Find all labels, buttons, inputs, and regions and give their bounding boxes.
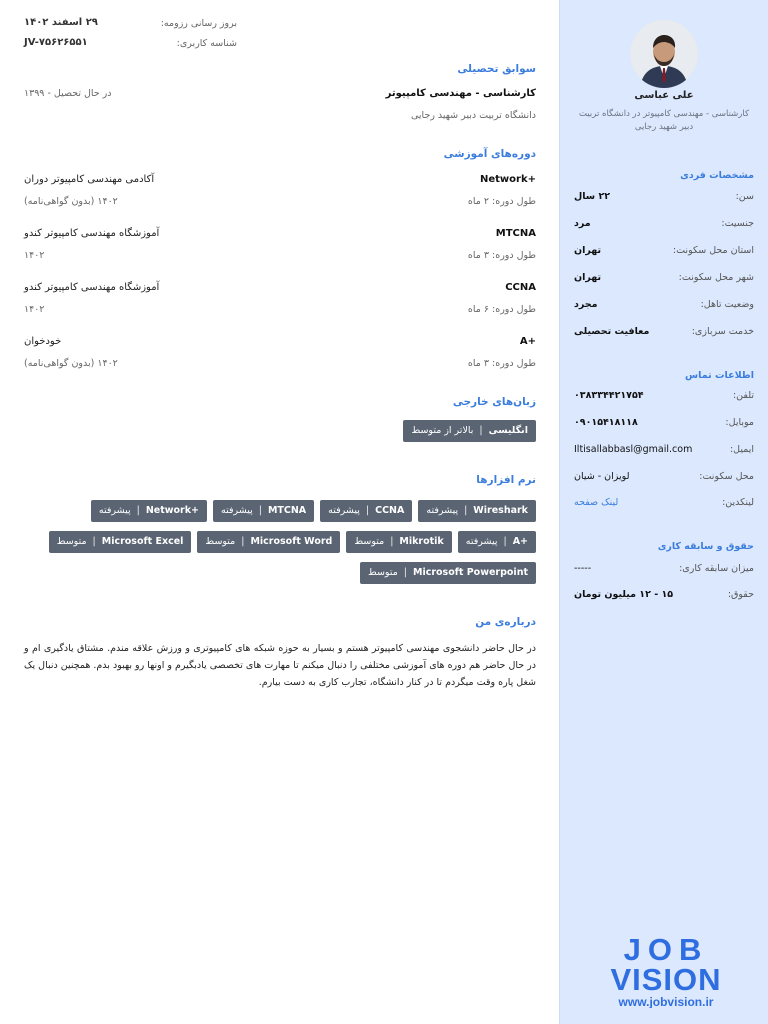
chip-separator: | [365,505,370,516]
chip-name: Microsoft Word [250,536,333,547]
contact-row-linkedin [574,497,754,511]
chip-separator: | [479,425,483,436]
chip-name: CCNA [375,505,405,516]
logo-line2: VISION [610,962,722,997]
course-year: ۱۴۰۲ [24,250,45,261]
row-value: ۱۵ - ۱۲ میلیون تومان [574,589,674,600]
avatar [630,20,698,88]
software-heading: نرم افزارها [476,474,536,486]
chip-level: پیشرفته [328,505,360,516]
contact-row-email [574,444,754,458]
software-chip [213,500,314,522]
chip-level: متوسط [205,536,236,547]
row-value: مجرد [574,299,598,310]
personal-row-age [574,191,754,205]
chip-level: متوسط [354,536,385,547]
chip-level: بالاتر از متوسط [411,425,474,436]
course-year: ۱۴۰۲ [24,304,45,315]
profile-tagline: کارشناسی - مهندسی کامپیوتر در دانشگاه تربیت دبیر شهید رجایی [578,109,750,132]
email-value[interactable]: Iltisallabbasl@gmail.com [574,444,693,455]
contact-info-heading: اطلاعات تماس [685,370,754,381]
course-year: ۱۴۰۲ (بدون گواهی‌نامه) [24,358,118,369]
personal-row-marital [574,299,754,313]
education-university: دانشگاه تربیت دبیر شهید رجایی [410,110,536,121]
courses-heading: دوره‌های آموزشی [443,148,536,160]
salary-row-experience [574,563,754,577]
profile-name: علی عباسی [634,90,694,101]
course-year: ۱۴۰۲ (بدون گواهی‌نامه) [24,196,118,207]
software-chip-list [24,500,536,584]
row-label: سن: [735,191,754,202]
software-chip [346,531,451,553]
chip-separator: | [464,505,468,516]
personal-row-military [574,326,754,340]
languages-chip-list [24,420,536,442]
row-label: جنسیت: [721,218,754,229]
software-chip [418,500,536,522]
linkedin-link[interactable]: لینک صفحه [574,497,619,508]
course-institute: آموزشگاه مهندسی کامپیوتر کندو [24,282,160,293]
updated-value: ۲۹ اسفند ۱۴۰۲ [24,17,98,28]
personal-row-province [574,245,754,259]
education-status: در حال تحصیل - ۱۳۹۹ [24,88,112,99]
updated-label: بروز رسانی رزومه: [160,18,237,29]
row-value: مرد [574,218,591,229]
chip-separator: | [136,505,140,516]
row-value: ۲۲ سال [574,191,611,202]
chip-name: Wireshark [473,505,528,516]
chip-separator: | [390,536,394,547]
chip-name: Network+ [145,505,200,516]
row-label: محل سکونت: [699,471,754,482]
profile-photo [630,20,698,88]
about-text: در حال حاضر دانشجوی مهندسی کامپیوتر هستم و بسیار به حوزه شبکه های کامپیوتری و ورزش علاقه مندم. مشتاق یادگیری ام و در حال حاضر هم دوره های آموزشی مختلفی را دنبال میکنم تا مهارت های تخصصی یادبگیرم و اونها رو بهبود بدم. همچنین دنبال یک شغل پاره وقت میگردم تا در کنار دانشگاه، تجارب کاری به دست بیارم. [24,643,536,688]
chip-name: Microsoft Powerpoint [413,567,528,578]
course-institute: آکادمی مهندسی کامپیوتر دوران [24,174,155,185]
course-name: A+ [519,336,536,347]
personal-info-heading: مشخصات فردی [680,170,754,181]
chip-name: انگلیسی [488,425,528,436]
software-chip [49,531,192,553]
row-label: ایمیل: [729,444,754,455]
profile-sidebar [559,0,768,1024]
contact-row-address [574,471,754,485]
course-duration: طول دوره: ۶ ماه [467,304,536,315]
row-value: لویزان - شیان [574,471,630,482]
chip-level: متوسط [56,536,87,547]
personal-row-city [574,272,754,286]
contact-row-mobile [574,417,754,431]
row-label: لینکدین: [722,497,754,508]
row-value: تهران [574,272,602,283]
row-label: تلفن: [732,390,754,401]
software-chip [458,531,536,553]
user-id-label: شناسه کاربری: [176,38,237,49]
row-label: شهر محل سکونت: [678,272,754,283]
row-label: موبایل: [725,417,754,428]
chip-name: MTCNA [267,505,307,516]
chip-name: A+ [512,536,528,547]
row-value: ----- [574,563,592,574]
software-chip [91,500,207,522]
course-name: Network+ [479,174,536,185]
row-value: ۰۳۸۳۳۴۴۲۱۷۵۴ [574,390,644,401]
row-value: تهران [574,245,602,256]
chip-level: پیشرفته [426,505,459,516]
row-label: حقوق: [727,589,754,600]
about-heading: درباره‌ی من [475,616,536,628]
row-label: وضعیت تاهل: [700,299,754,310]
course-name: MTCNA [495,228,536,239]
user-id-value: JV-۷۵۶۲۶۵۵۱ [24,37,88,48]
row-label: استان محل سکونت: [672,245,754,256]
logo-line1: JOB [623,932,709,967]
chip-separator: | [258,505,262,516]
chip-level: پیشرفته [465,536,498,547]
chip-level: پیشرفته [98,505,131,516]
languages-heading: زبان‌های خارجی [452,396,536,408]
jobvision-logo [586,928,746,1008]
chip-separator: | [92,536,96,547]
chip-separator: | [403,567,407,578]
salary-row-salary [574,589,754,603]
software-chip [320,500,412,522]
row-value: معافیت تحصیلی [574,326,650,337]
language-chip [403,420,536,442]
salary-heading: حقوق و سابقه کاری [657,541,754,552]
row-label: میزان سابقه کاری: [679,563,754,574]
chip-name: Microsoft Excel [101,536,184,547]
course-duration: طول دوره: ۳ ماه [467,358,536,369]
chip-level: پیشرفته [221,505,253,516]
course-institute: آموزشگاه مهندسی کامپیوتر کندو [24,228,160,239]
personal-row-gender [574,218,754,232]
row-value: ۰۹۰۱۵۴۱۸۱۱۸ [574,417,638,428]
chip-separator: | [503,536,507,547]
software-chip [197,531,340,553]
chip-separator: | [241,536,245,547]
course-name: CCNA [505,282,536,293]
chip-name: Mikrotik [399,536,444,547]
course-duration: طول دوره: ۲ ماه [467,196,536,207]
education-heading: سوابق تحصیلی [457,63,536,75]
course-duration: طول دوره: ۳ ماه [467,250,536,261]
row-label: خدمت سربازی: [691,326,754,337]
education-degree: کارشناسی - مهندسی کامپیوتر [385,88,536,99]
contact-row-phone [574,390,754,404]
logo-url: www.jobvision.ir [618,995,714,1008]
software-chip [360,562,536,584]
course-institute: خودخوان [24,336,62,347]
chip-level: متوسط [367,567,398,578]
